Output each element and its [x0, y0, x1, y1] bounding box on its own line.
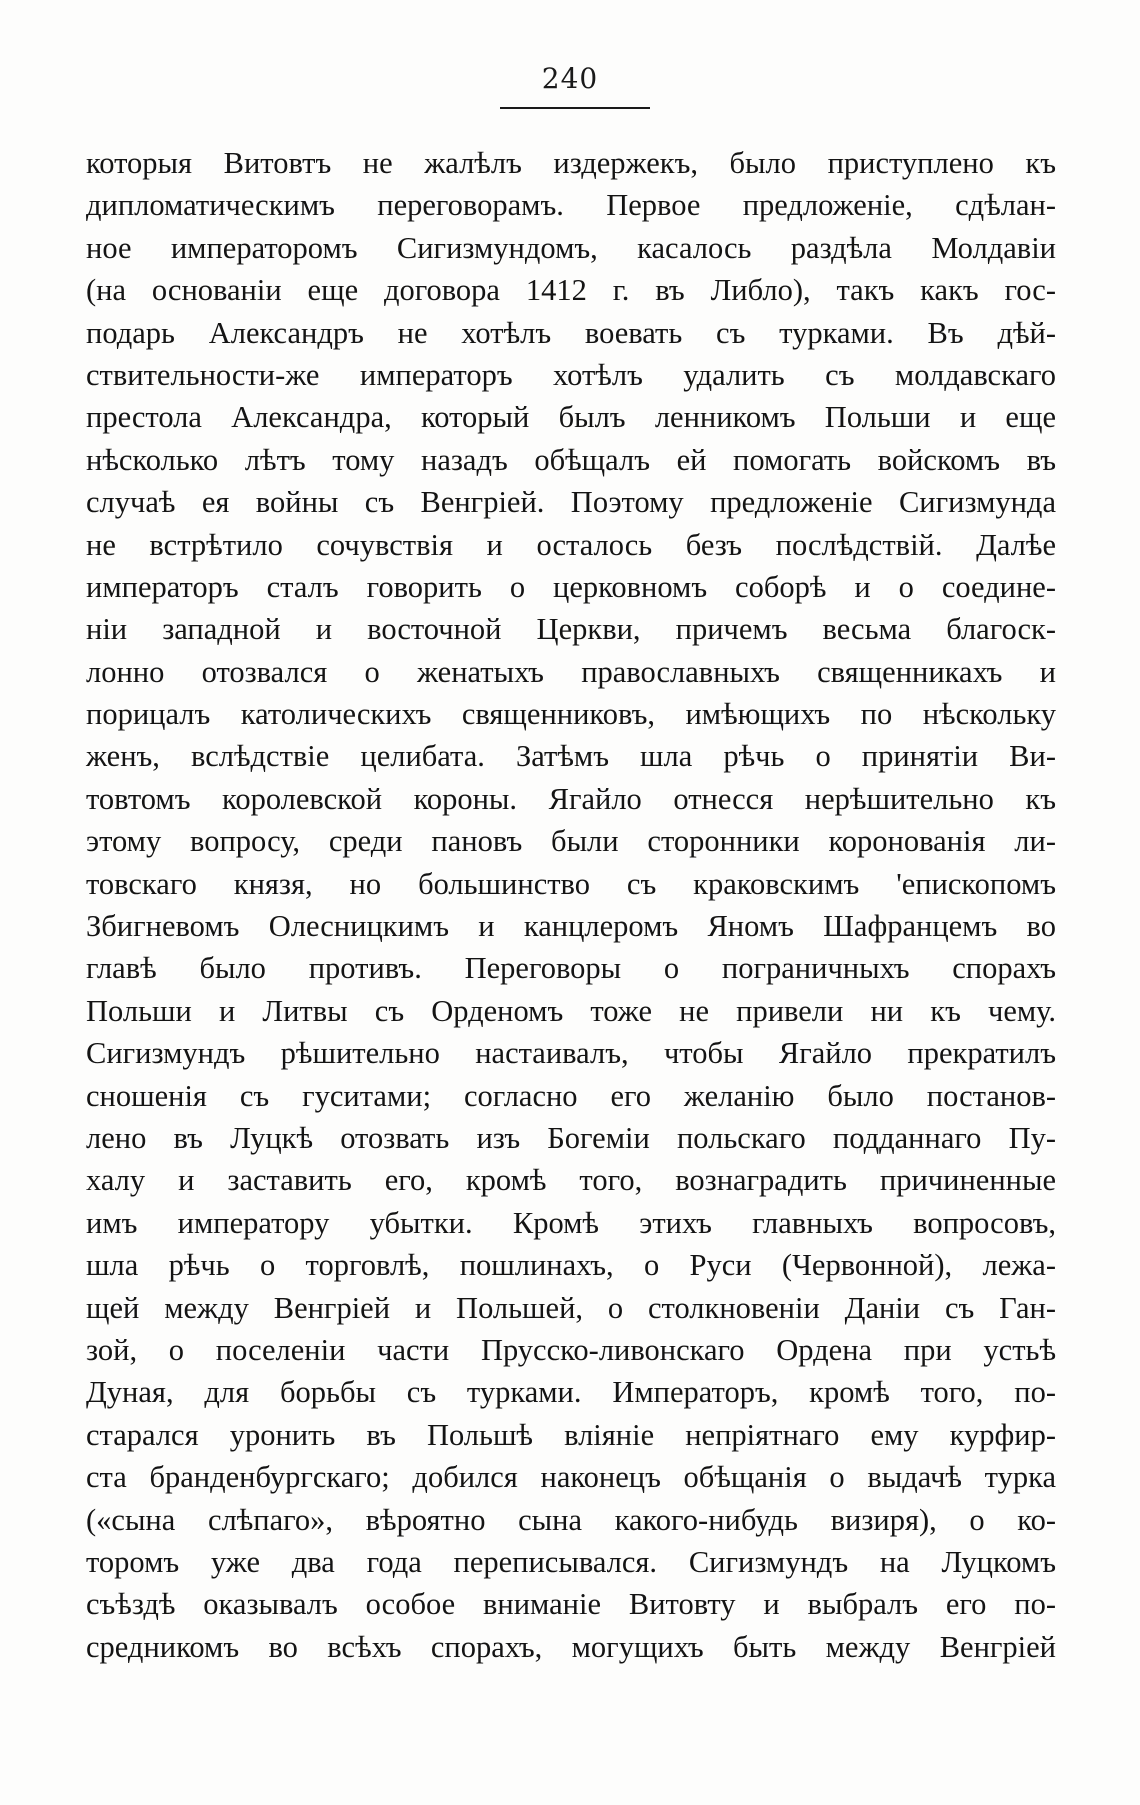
text-line: Збигневомъ Олесницкимъ и канцлеромъ Яномъ Шафранцемъ во [86, 909, 1056, 944]
text-line: ніи западной и восточной Церкви, причемъ весьма благоск- [86, 612, 1056, 647]
text-line: старался уронить въ Польшѣ вліяніе непріятнаго ему курфир- [86, 1417, 1056, 1452]
text-line: подарь Александръ не хотѣлъ воевать съ турками. Въ дѣй- [86, 315, 1056, 350]
text-line: халу и заставить его, кромѣ того, вознаградить причиненные [86, 1163, 1056, 1198]
text-line: Сигизмундъ рѣшительно настаивалъ, чтобы Ягайло прекратилъ [86, 1036, 1056, 1071]
text-line: этому вопросу, среди пановъ были сторонники коронованія ли- [86, 824, 1056, 859]
text-line: нѣсколько лѣтъ тому назадъ обѣщалъ ей помогать войскомъ въ [86, 442, 1056, 477]
text-line: съѣздѣ оказывалъ особое вниманіе Витовту и выбралъ его по- [86, 1587, 1056, 1622]
text-line: (на основаніи еще договора 1412 г. въ Либло), такъ какъ гос- [86, 273, 1056, 308]
page-number-rule [500, 107, 650, 109]
text-line: главѣ было противъ. Переговоры о пограничныхъ спорахъ [86, 951, 1056, 986]
text-line: ствительности-же императоръ хотѣлъ удалить съ молдавскаго [86, 357, 1056, 392]
text-line: ное императоромъ Сигизмундомъ, касалось раздѣла Молдавіи [86, 230, 1056, 265]
body-text [86, 142, 1056, 1668]
text-line: сношенія съ гуситами; согласно его желанію было постанов- [86, 1078, 1056, 1113]
text-line: женъ, вслѣдствіе целибата. Затѣмъ шла рѣчь о принятіи Ви- [86, 739, 1056, 774]
text-line: не встрѣтило сочувствія и осталось безъ послѣдствій. Далѣе [86, 527, 1056, 562]
text-line: императоръ сталъ говорить о церковномъ соборѣ и о соедине- [86, 569, 1056, 604]
text-line: шла рѣчь о торговлѣ, пошлинахъ, о Руси (Червонной), лежа- [86, 1248, 1056, 1283]
text-line: зой, о поселеніи части Прусско-ливонскаго Ордена при устьѣ [86, 1332, 1056, 1367]
text-line: средникомъ во всѣхъ спорахъ, могущихъ быть между Венгріей [86, 1629, 1056, 1664]
text-line: имъ императору убытки. Кромѣ этихъ главныхъ вопросовъ, [86, 1205, 1056, 1240]
text-line: дипломатическимъ переговорамъ. Первое предложеніе, сдѣлан- [86, 188, 1056, 223]
text-line: случаѣ ея войны съ Венгріей. Поэтому предложеніе Сигизмунда [86, 485, 1056, 520]
text-line: товскаго князя, но большинство съ краковскимъ 'епископомъ [86, 866, 1056, 901]
text-line: порицалъ католическихъ священниковъ, имѣющихъ по нѣскольку [86, 697, 1056, 732]
text-line: щей между Венгріей и Польшей, о столкновеніи Даніи съ Ган- [86, 1290, 1056, 1325]
text-line: Дуная, для борьбы съ турками. Императоръ, кромѣ того, по- [86, 1375, 1056, 1410]
text-line: («сына слѣпаго», вѣроятно сына какого-нибудь визиря), о ко- [86, 1502, 1056, 1537]
text-line: торомъ уже два года переписывался. Сигизмундъ на Луцкомъ [86, 1544, 1056, 1579]
text-line: престола Александра, который былъ ленникомъ Польши и еще [86, 400, 1056, 435]
text-line: которыя Витовтъ не жалѣлъ издержекъ, было приступлено къ [86, 146, 1056, 180]
text-line: лено въ Луцкѣ отозвать изъ Богеміи польскаго подданнаго Пу- [86, 1120, 1056, 1155]
page-number: 240 [541, 62, 599, 95]
text-line: товтомъ королевской короны. Ягайло отнесся нерѣшительно къ [86, 781, 1056, 816]
text-line: лонно отозвался о женатыхъ православныхъ священникахъ и [86, 654, 1056, 689]
text-line: Польши и Литвы съ Орденомъ тоже не привели ни къ чему. [86, 993, 1056, 1028]
text-line: ста бранденбургскаго; добился наконецъ обѣщанія о выдачѣ турка [86, 1460, 1056, 1495]
